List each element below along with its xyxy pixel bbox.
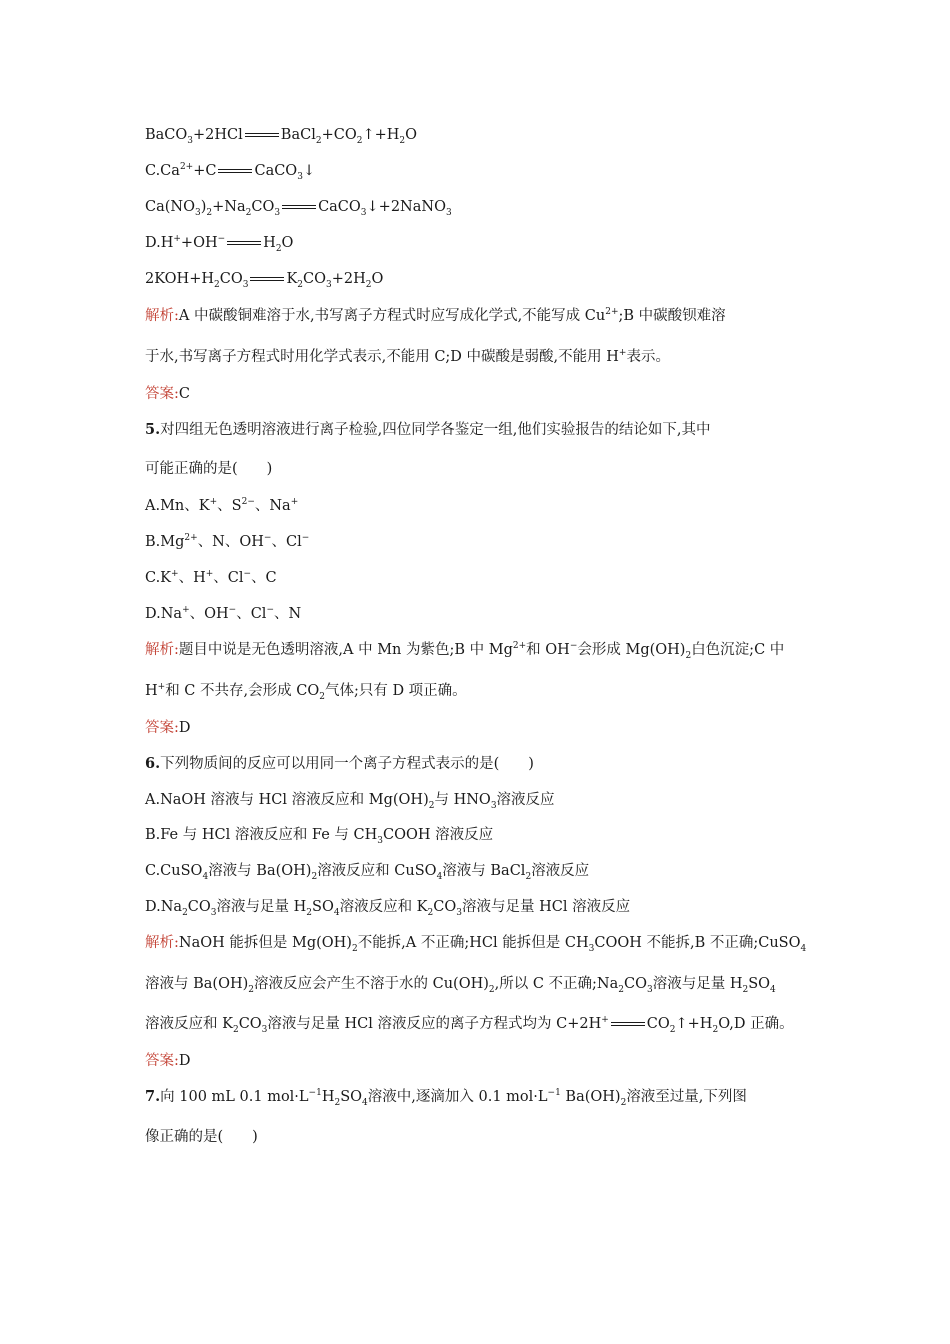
- text-line: $Ca(NO_3)_2+Na_2CO_3$ CaCO$_3$↓+2NaNO$_3$: [145, 199, 452, 218]
- text-line: C.K+、H+、Cl−、C: [145, 569, 277, 586]
- text-line: $D.Na_2CO_3$溶液与足量 $H_2SO_4$溶液反应和 $K_2CO_3$溶液与足量 HCl 溶液反应: [145, 899, 631, 918]
- text-line: D.H++OH− $H_2O$: [145, 234, 294, 254]
- text-line: 解析:题目中说是无色透明溶液,A 中 Mn 为紫色;B 中 $Mg^{2+}$和 OH−会形成 $Mg(OH)_2$白色沉淀;C 中: [145, 641, 785, 661]
- text-line: C.CuSO$_4$溶液与 $Ba(OH)_2$溶液反应和 CuSO$_4$溶液与 BaCl$_2$溶液反应: [145, 863, 590, 882]
- text-line: $C.Ca^{2+}+C$ CaCO$_3$↓: [145, 162, 316, 182]
- text-line: 答案:D: [145, 1053, 191, 1069]
- text-line: 解析:A 中碳酸铜难溶于水,书写离子方程式时应写成化学式,不能写成 $Cu^{2+};B$ 中碳酸钡难溶: [145, 307, 726, 324]
- text-line: BaCO$_3$+2HCl $BaCl_2+CO_2↑+H_2O$: [145, 127, 418, 146]
- text-line: 像正确的是( ): [145, 1129, 258, 1145]
- text-line: 于水,书写离子方程式时用化学式表示,不能用 C;D 中碳酸是弱酸,不能用 H+表示。: [145, 348, 670, 365]
- text-line: 6.下列物质间的反应可以用同一个离子方程式表示的是( ): [145, 755, 534, 772]
- text-line: $2KOH+H_2CO_3$ $K_2CO_3+2H_2O$: [145, 271, 384, 290]
- text-line: 解析:NaOH 能拆但是 $Mg(OH)_2$不能拆,A 不正确;HCl 能拆但是 $CH_3COOH$ 不能拆,B 不正确;CuSO$_4$: [145, 935, 807, 954]
- text-line: 答案:D: [145, 720, 191, 736]
- text-line: A.Mn、K+、$S^{2-}$、Na+: [145, 497, 299, 514]
- text-line: D.Na+、OH−、Cl−、N: [145, 605, 302, 622]
- text-line: 7.向 100 mL 0.1 $mol\cdot L^{-1}H_2SO_4$溶液中,逐滴加入 0.1 $mol\cdot L^{-1}$ $Ba(OH)_2$溶液至过量,下列图: [145, 1088, 747, 1108]
- text-line: 可能正确的是( ): [145, 461, 273, 477]
- text-line: 5.对四组无色透明溶液进行离子检验,四位同学各鉴定一组,他们实验报告的结论如下,其中: [145, 421, 711, 438]
- text-line: 答案:C: [145, 386, 190, 402]
- text-line: 溶液反应和 $K_2CO_3$溶液与足量 HCl 溶液反应的离子方程式均为 C+2H+ $CO_2↑+H_2O,D$ 正确。: [145, 1015, 794, 1035]
- text-line: $B.Mg^{2+}$、N、OH−、Cl−: [145, 533, 310, 550]
- text-line: H+和 C 不共存,会形成 $CO_2$气体;只有 D 项正确。: [145, 682, 467, 702]
- text-line: A.NaOH 溶液与 HCl 溶液反应和 $Mg(OH)_2$与 $HNO_3$溶液反应: [145, 792, 555, 811]
- text-line: B.Fe 与 HCl 溶液反应和 Fe 与 $CH_3COOH$ 溶液反应: [145, 827, 494, 846]
- text-line: 溶液与 $Ba(OH)_2$溶液反应会产生不溶于水的 $Cu(OH)_2$,所以 C 不正确$;Na_2CO_3$溶液与足量 $H_2SO_4$: [145, 976, 776, 995]
